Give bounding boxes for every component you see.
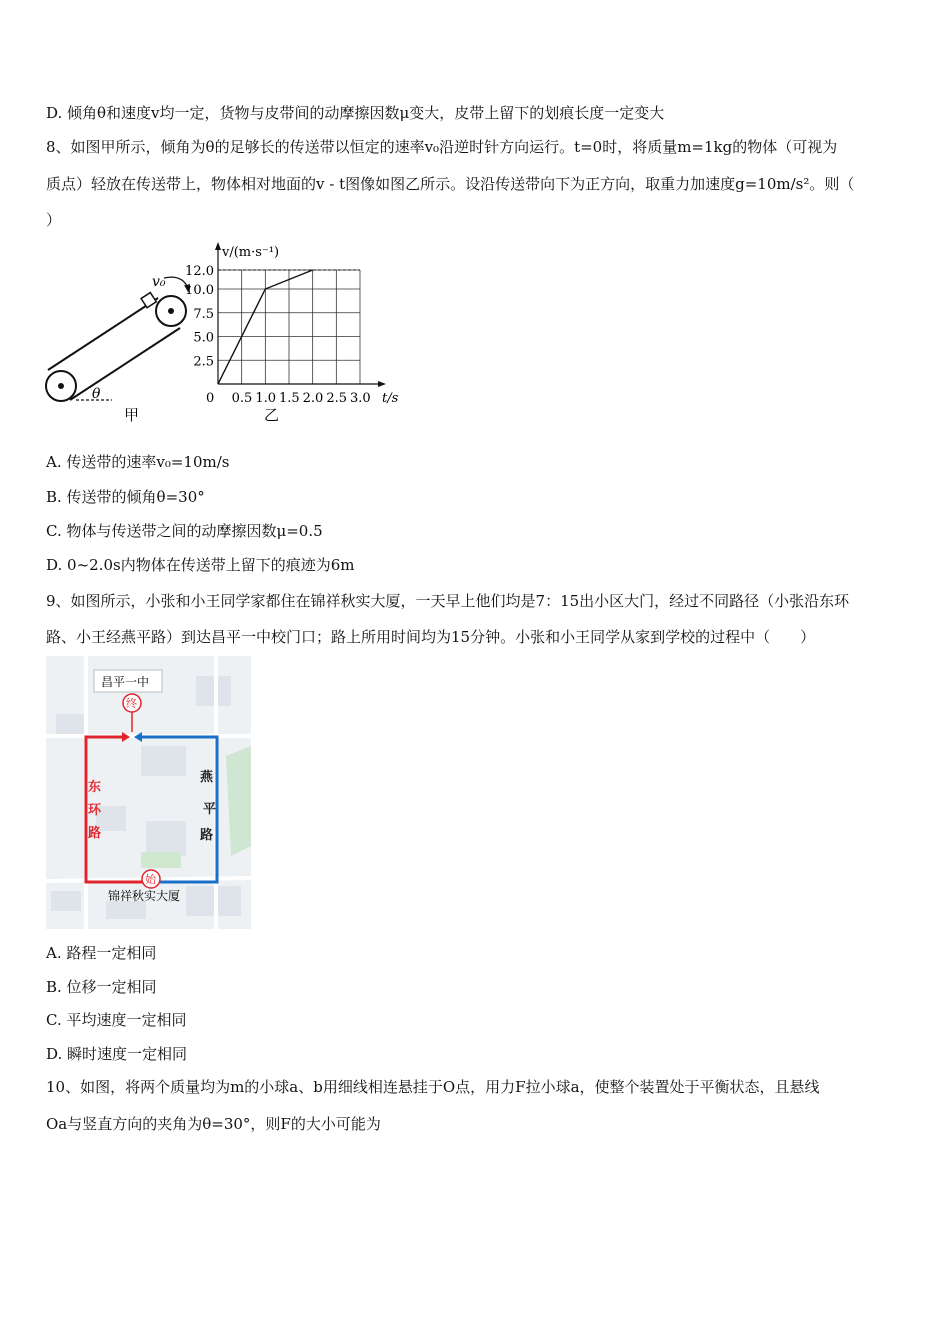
q8-option-a: A. 传送带的速率v₀=10m/s xyxy=(46,453,230,471)
vt-chart xyxy=(185,238,418,428)
q10-stem-line1: 10、如图，将两个质量均为m的小球a、b用细线相连悬挂于O点，用力F拉小球a，使整个装置处于平衡状态，且悬线 xyxy=(46,1078,820,1096)
y-tick-label: 12.0 xyxy=(185,264,214,279)
x-tick-label: 1.5 xyxy=(279,391,300,406)
route-map xyxy=(46,656,251,929)
x-tick-label: 2.5 xyxy=(326,391,348,406)
x-axis-arrow xyxy=(378,381,386,387)
x-tick-label: 2.0 xyxy=(302,391,324,406)
y-tick-label: 7.5 xyxy=(193,306,214,322)
y-tick-label: 5.0 xyxy=(193,330,214,346)
yanping-road-char-1: 燕 xyxy=(200,770,214,785)
q10-stem-line2: Oa与竖直方向的夹角为θ=30°，则F的大小可能为 xyxy=(46,1115,381,1133)
east-road-char-3: 路 xyxy=(88,826,102,841)
y-axis-label: v/(m·s⁻¹) xyxy=(222,245,280,260)
chart-grid xyxy=(218,270,360,384)
y-tick-label: 2.5 xyxy=(193,354,214,370)
home-label: 锦祥秋实大厦 xyxy=(108,889,181,903)
start-label: 始 xyxy=(145,873,156,886)
q8-option-c: C. 物体与传送带之间的动摩擦因数μ=0.5 xyxy=(46,522,323,540)
x-axis-label: t/s xyxy=(382,391,399,406)
east-road-char-1: 东 xyxy=(88,780,102,795)
belt-top-edge xyxy=(48,298,158,370)
q8-stem-line2: 质点）轻放在传送带上，物体相对地面的v - t图像如图乙所示。设沿传送带向下为正方向，取重力加速度g=10m/s²。则（ xyxy=(46,175,855,193)
figure-jia-caption: 甲 xyxy=(124,406,140,424)
x-tick-label: 1.0 xyxy=(255,391,277,406)
belt-bottom-edge xyxy=(70,328,180,400)
conveyor-belt-figure xyxy=(40,260,200,430)
q8-stem-line3: ） xyxy=(46,211,62,229)
figure-yi-caption: 乙 xyxy=(264,406,280,424)
q8-stem-line1: 8、如图甲所示，倾角为θ的足够长的传送带以恒定的速率v₀沿逆时针方向运行。t=0时，将质量m=1kg的物体（可视为 xyxy=(46,138,838,156)
y-axis-arrow xyxy=(215,242,221,250)
yanping-road-char-2: 平 xyxy=(203,802,217,817)
q9-option-a: A. 路程一定相同 xyxy=(46,944,157,962)
y-tick-label: 10.0 xyxy=(185,283,214,298)
theta-label: θ xyxy=(92,386,101,402)
q8-option-b: B. 传送带的倾角θ=30° xyxy=(46,488,205,506)
object-block xyxy=(141,293,156,308)
q9-option-d: D. 瞬时速度一定相同 xyxy=(46,1045,188,1063)
x-tick-label: 3.0 xyxy=(350,391,371,406)
origin-label: 0 xyxy=(206,391,215,406)
end-label: 终 xyxy=(126,697,137,710)
yanping-road-char-3: 路 xyxy=(200,828,214,843)
east-road-char-2: 环 xyxy=(88,803,102,818)
q9-stem-line2: 路、小王经燕平路）到达昌平一中校门口；路上所用时间均为15分钟。小张和小王同学从家到学校的过程中（ ） xyxy=(46,628,816,646)
q8-option-d: D. 0~2.0s内物体在传送带上留下的痕迹为6m xyxy=(46,556,355,574)
q9-stem-line1: 9、如图所示，小张和小王同学家都住在锦祥秋实大厦，一天早上他们均是7：15出小区大门，经过不同路径（小张沿东环 xyxy=(46,592,850,610)
q9-option-c: C. 平均速度一定相同 xyxy=(46,1011,187,1029)
chart-ticks xyxy=(185,264,371,406)
school-label: 昌平一中 xyxy=(101,675,150,689)
prev-question-option-d: D. 倾角θ和速度v均一定，货物与皮带间的动摩擦因数μ变大，皮带上留下的划痕长度一定变大 xyxy=(46,104,665,122)
q9-option-b: B. 位移一定相同 xyxy=(46,978,157,996)
x-tick-label: 0.5 xyxy=(231,391,253,406)
v0-label: v₀ xyxy=(152,274,166,290)
